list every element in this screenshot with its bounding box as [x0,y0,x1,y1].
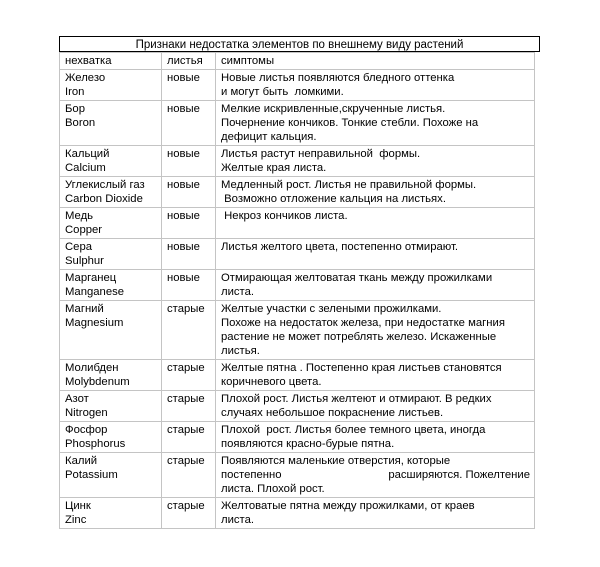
table-row [59,70,535,101]
element-name-en: Magnesium [65,317,124,329]
element-name-ru: Сера [65,241,93,253]
leaves-cell: старые [161,422,215,453]
element-name-en: Boron [65,117,96,129]
symptom-line: Плохой рост. Листья желтеют и отмирают. В редких [221,393,492,405]
leaves-cell: новые [161,239,215,270]
element-cell [59,239,161,270]
table-body [59,52,535,529]
element-name-ru: Медь [65,210,94,222]
symptoms-cell [215,101,535,146]
symptom-line: и могут быть ломкими. [221,86,344,98]
symptom-line: Некроз кончиков листа. [221,210,348,222]
leaves-cell: старые [161,498,215,529]
element-cell [59,146,161,177]
leaves-cell: новые [161,270,215,301]
symptom-line: Почернение кончиков. Тонкие стебли. Похоже на [221,117,479,129]
table-row [59,360,535,391]
symptom-line: дефицит кальция. [221,131,317,143]
symptom-word-group: расширяются. Пожелтение [388,469,530,481]
symptom-line [221,468,530,482]
symptoms-cell [215,301,535,360]
element-name-en: Phosphorus [65,438,126,450]
symptoms-cell [215,498,535,529]
element-name-ru: Углекислый газ [65,179,145,191]
table-row [59,301,535,360]
symptom-line: Желтые участки с зелеными прожилками. [221,303,442,315]
element-name-ru: Кальций [65,148,110,160]
element-name-en: Calcium [65,162,106,174]
element-name-ru: Молибден [65,362,119,374]
element-cell [59,391,161,422]
symptoms-cell [215,177,535,208]
table-row [59,177,535,208]
table-row [59,453,535,498]
symptoms-cell [215,391,535,422]
element-name-en: Molybdenum [65,376,130,388]
element-name-en: Carbon Dioxide [65,193,143,205]
element-name-en: Potassium [65,469,118,481]
table-row [59,146,535,177]
table-row [59,208,535,239]
leaves-cell: старые [161,391,215,422]
leaves-cell: новые [161,101,215,146]
element-name-ru: Бор [65,103,85,115]
header-leaves: листья [161,52,215,70]
symptom-line: листа. [221,286,255,298]
symptoms-cell [215,146,535,177]
element-cell [59,270,161,301]
element-name-en: Nitrogen [65,407,108,419]
element-cell [59,498,161,529]
element-name-ru: Цинк [65,500,91,512]
table-title: Признаки недостатка элементов по внешнему виду растений [59,36,540,52]
symptoms-cell [215,453,535,498]
symptom-line: появляются красно-бурые пятна. [221,438,395,450]
deficiency-table [59,36,540,529]
element-name-en: Manganese [65,286,125,298]
element-name-en: Iron [65,86,85,98]
symptoms-cell [215,70,535,101]
symptom-line: листа. Плохой рост. [221,483,325,495]
element-cell [59,360,161,391]
leaves-cell: старые [161,453,215,498]
header-symptoms: симптомы [215,52,535,70]
symptoms-cell [215,208,535,239]
leaves-cell: старые [161,301,215,360]
element-name-ru: Железо [65,72,106,84]
element-name-ru: Магний [65,303,104,315]
symptom-line: Мелкие искривленные,скрученные листья. [221,103,446,115]
element-name-ru: Марганец [65,272,117,284]
table-row [59,239,535,270]
symptom-line: Листья желтого цвета, постепенно отмирают. [221,241,459,253]
leaves-cell: новые [161,146,215,177]
symptoms-cell [215,270,535,301]
table-row [59,498,535,529]
symptom-line: Похоже на недостаток железа, при недостатке магния [221,317,505,329]
symptom-line: растение не может потреблять железо. Искаженные [221,331,497,343]
symptom-line: Желтые пятна . Постепенно края листьев становятся [221,362,502,374]
element-name-ru: Фосфор [65,424,108,436]
table-row [59,270,535,301]
symptom-line: Плохой рост. Листья более темного цвета, иногда [221,424,486,436]
element-name-ru: Азот [65,393,89,405]
symptom-line: Медленный рост. Листья не правильной формы. [221,179,477,191]
element-cell [59,453,161,498]
header-row [59,52,535,70]
symptom-line: листа. [221,514,255,526]
symptom-line: Листья растут неправильной формы. [221,148,421,160]
header-element: нехватка [59,52,161,70]
table-row [59,391,535,422]
symptom-line: Новые листья появляются бледного оттенка [221,72,455,84]
element-cell [59,422,161,453]
symptom-line: Возможно отложение кальция на листьях. [221,193,446,205]
element-cell [59,101,161,146]
symptom-word-group: постепенно [221,469,282,481]
symptoms-cell [215,360,535,391]
leaves-cell: новые [161,70,215,101]
element-name-en: Sulphur [65,255,104,267]
element-name-en: Copper [65,224,103,236]
symptom-line: Желтые края листа. [221,162,327,174]
element-cell [59,208,161,239]
symptoms-cell [215,422,535,453]
leaves-cell: новые [161,208,215,239]
element-cell [59,177,161,208]
symptoms-cell [215,239,535,270]
symptom-line: коричневого цвета. [221,376,322,388]
table-row [59,422,535,453]
symptom-line: Желтоватые пятна между прожилками, от краев [221,500,475,512]
symptom-line: листья. [221,345,260,357]
symptom-line: Появляются маленькие отверстия, которые [221,455,451,467]
element-cell [59,301,161,360]
element-cell [59,70,161,101]
element-name-ru: Калий [65,455,98,467]
element-name-en: Zinc [65,514,87,526]
leaves-cell: старые [161,360,215,391]
leaves-cell: новые [161,177,215,208]
symptom-line: Отмирающая желтоватая ткань между прожилками [221,272,493,284]
symptom-line: случаях небольшое покраснение листьев. [221,407,444,419]
table-row [59,101,535,146]
